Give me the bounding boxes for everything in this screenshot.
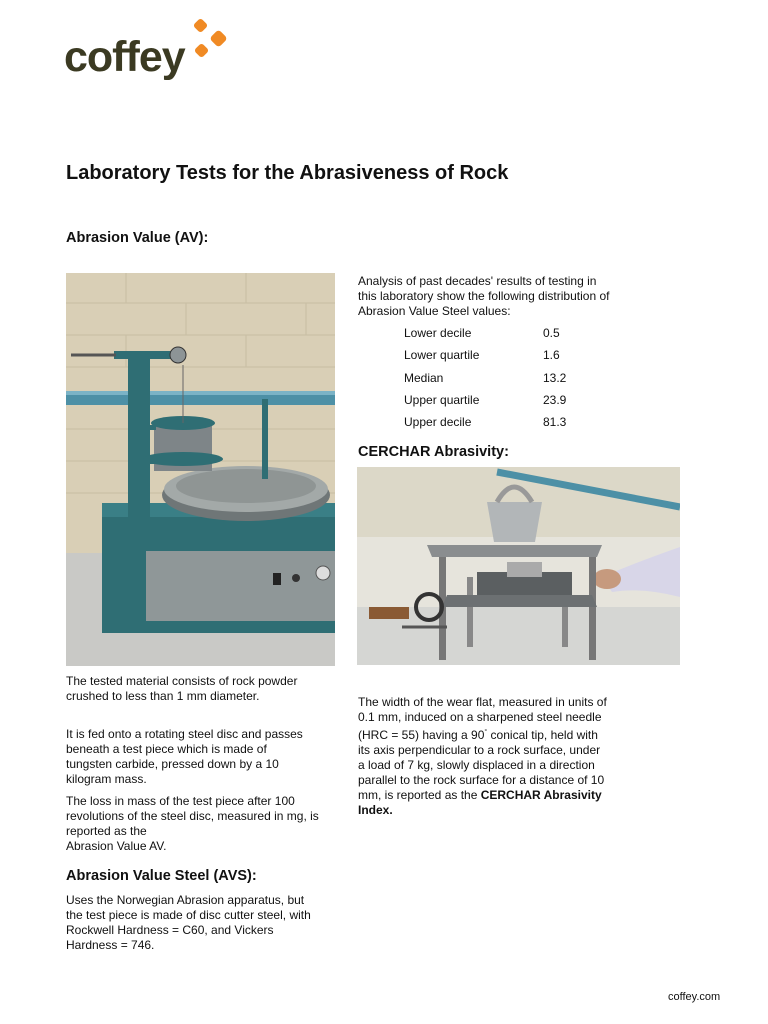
cerchar-apparatus-photo (357, 467, 680, 665)
logo-mark-icon (191, 18, 233, 62)
degree-mark: ° (484, 729, 488, 736)
abrasion-value-paragraph-2: It is fed onto a rotating steel disc and passes beneath a test piece which is made of tungsten carbide, pressed down by a 10 kilogram mass. (66, 727, 303, 786)
cerchar-text-a: The width of the wear flat, measured in units of 0.1 mm, induced on a sharpened steel needle (HRC = 55) having a 90 (358, 695, 607, 742)
table-row (404, 348, 603, 370)
abrasion-machine-photo (66, 273, 335, 666)
abrasion-value-paragraph-3-line-1: The loss in mass of the test piece after 100 revolutions of the steel disc, measured in mg, is reported as the (66, 794, 319, 838)
abrasion-value-steel-heading: Abrasion Value Steel (AVS): (66, 868, 257, 884)
abrasion-value-paragraph-1: The tested material consists of rock powder crushed to less than 1 mm diameter. (66, 674, 298, 703)
stat-label: Upper quartile (404, 392, 480, 407)
stat-value: 23.9 (543, 392, 567, 407)
stat-label: Lower quartile (404, 348, 480, 363)
table-row (404, 415, 603, 437)
stat-value: 81.3 (543, 415, 567, 430)
logo-wordmark: coffey (64, 33, 185, 81)
stat-label: Lower decile (404, 326, 472, 340)
footer-website: coffey.com (668, 991, 721, 1003)
cerchar-heading: CERCHAR Abrasivity: (358, 444, 509, 460)
page-title: Laboratory Tests for the Abrasiveness of Rock (66, 162, 509, 184)
abrasion-value-paragraph-3-line-2: Abrasion Value AV. (66, 839, 167, 853)
analysis-intro: Analysis of past decades' results of testing in this laboratory show the following distribution of Abrasion Value Steel values: (358, 274, 610, 318)
avs-distribution-table (404, 326, 603, 437)
abrasion-value-steel-text: Uses the Norwegian Abrasion apparatus, but the test piece is made of disc cutter steel, with Rockwell Hardness = C60, and Vickers Hardness = 746. (66, 893, 311, 952)
cerchar-description (358, 695, 608, 818)
table-row (404, 326, 603, 348)
stat-value: 0.5 (543, 326, 560, 340)
table-row (404, 371, 603, 393)
abrasion-value-paragraph-3 (66, 794, 321, 854)
stat-value: 1.6 (543, 348, 560, 363)
abrasion-value-heading: Abrasion Value (AV): (66, 230, 209, 246)
stat-label: Median (404, 370, 444, 385)
stat-value: 13.2 (543, 370, 567, 385)
table-row (404, 393, 603, 415)
cerchar-text-b: conical tip, held with its axis perpendicular to a rock surface, under a load of 7 kg, slowly displaced in a direction parallel to the rock surface for a distance of 10 mm, is reported as the (358, 728, 605, 802)
cerchar-index-term: CERCHAR Abrasivity Index. (358, 788, 602, 817)
stat-label: Upper decile (404, 415, 472, 430)
